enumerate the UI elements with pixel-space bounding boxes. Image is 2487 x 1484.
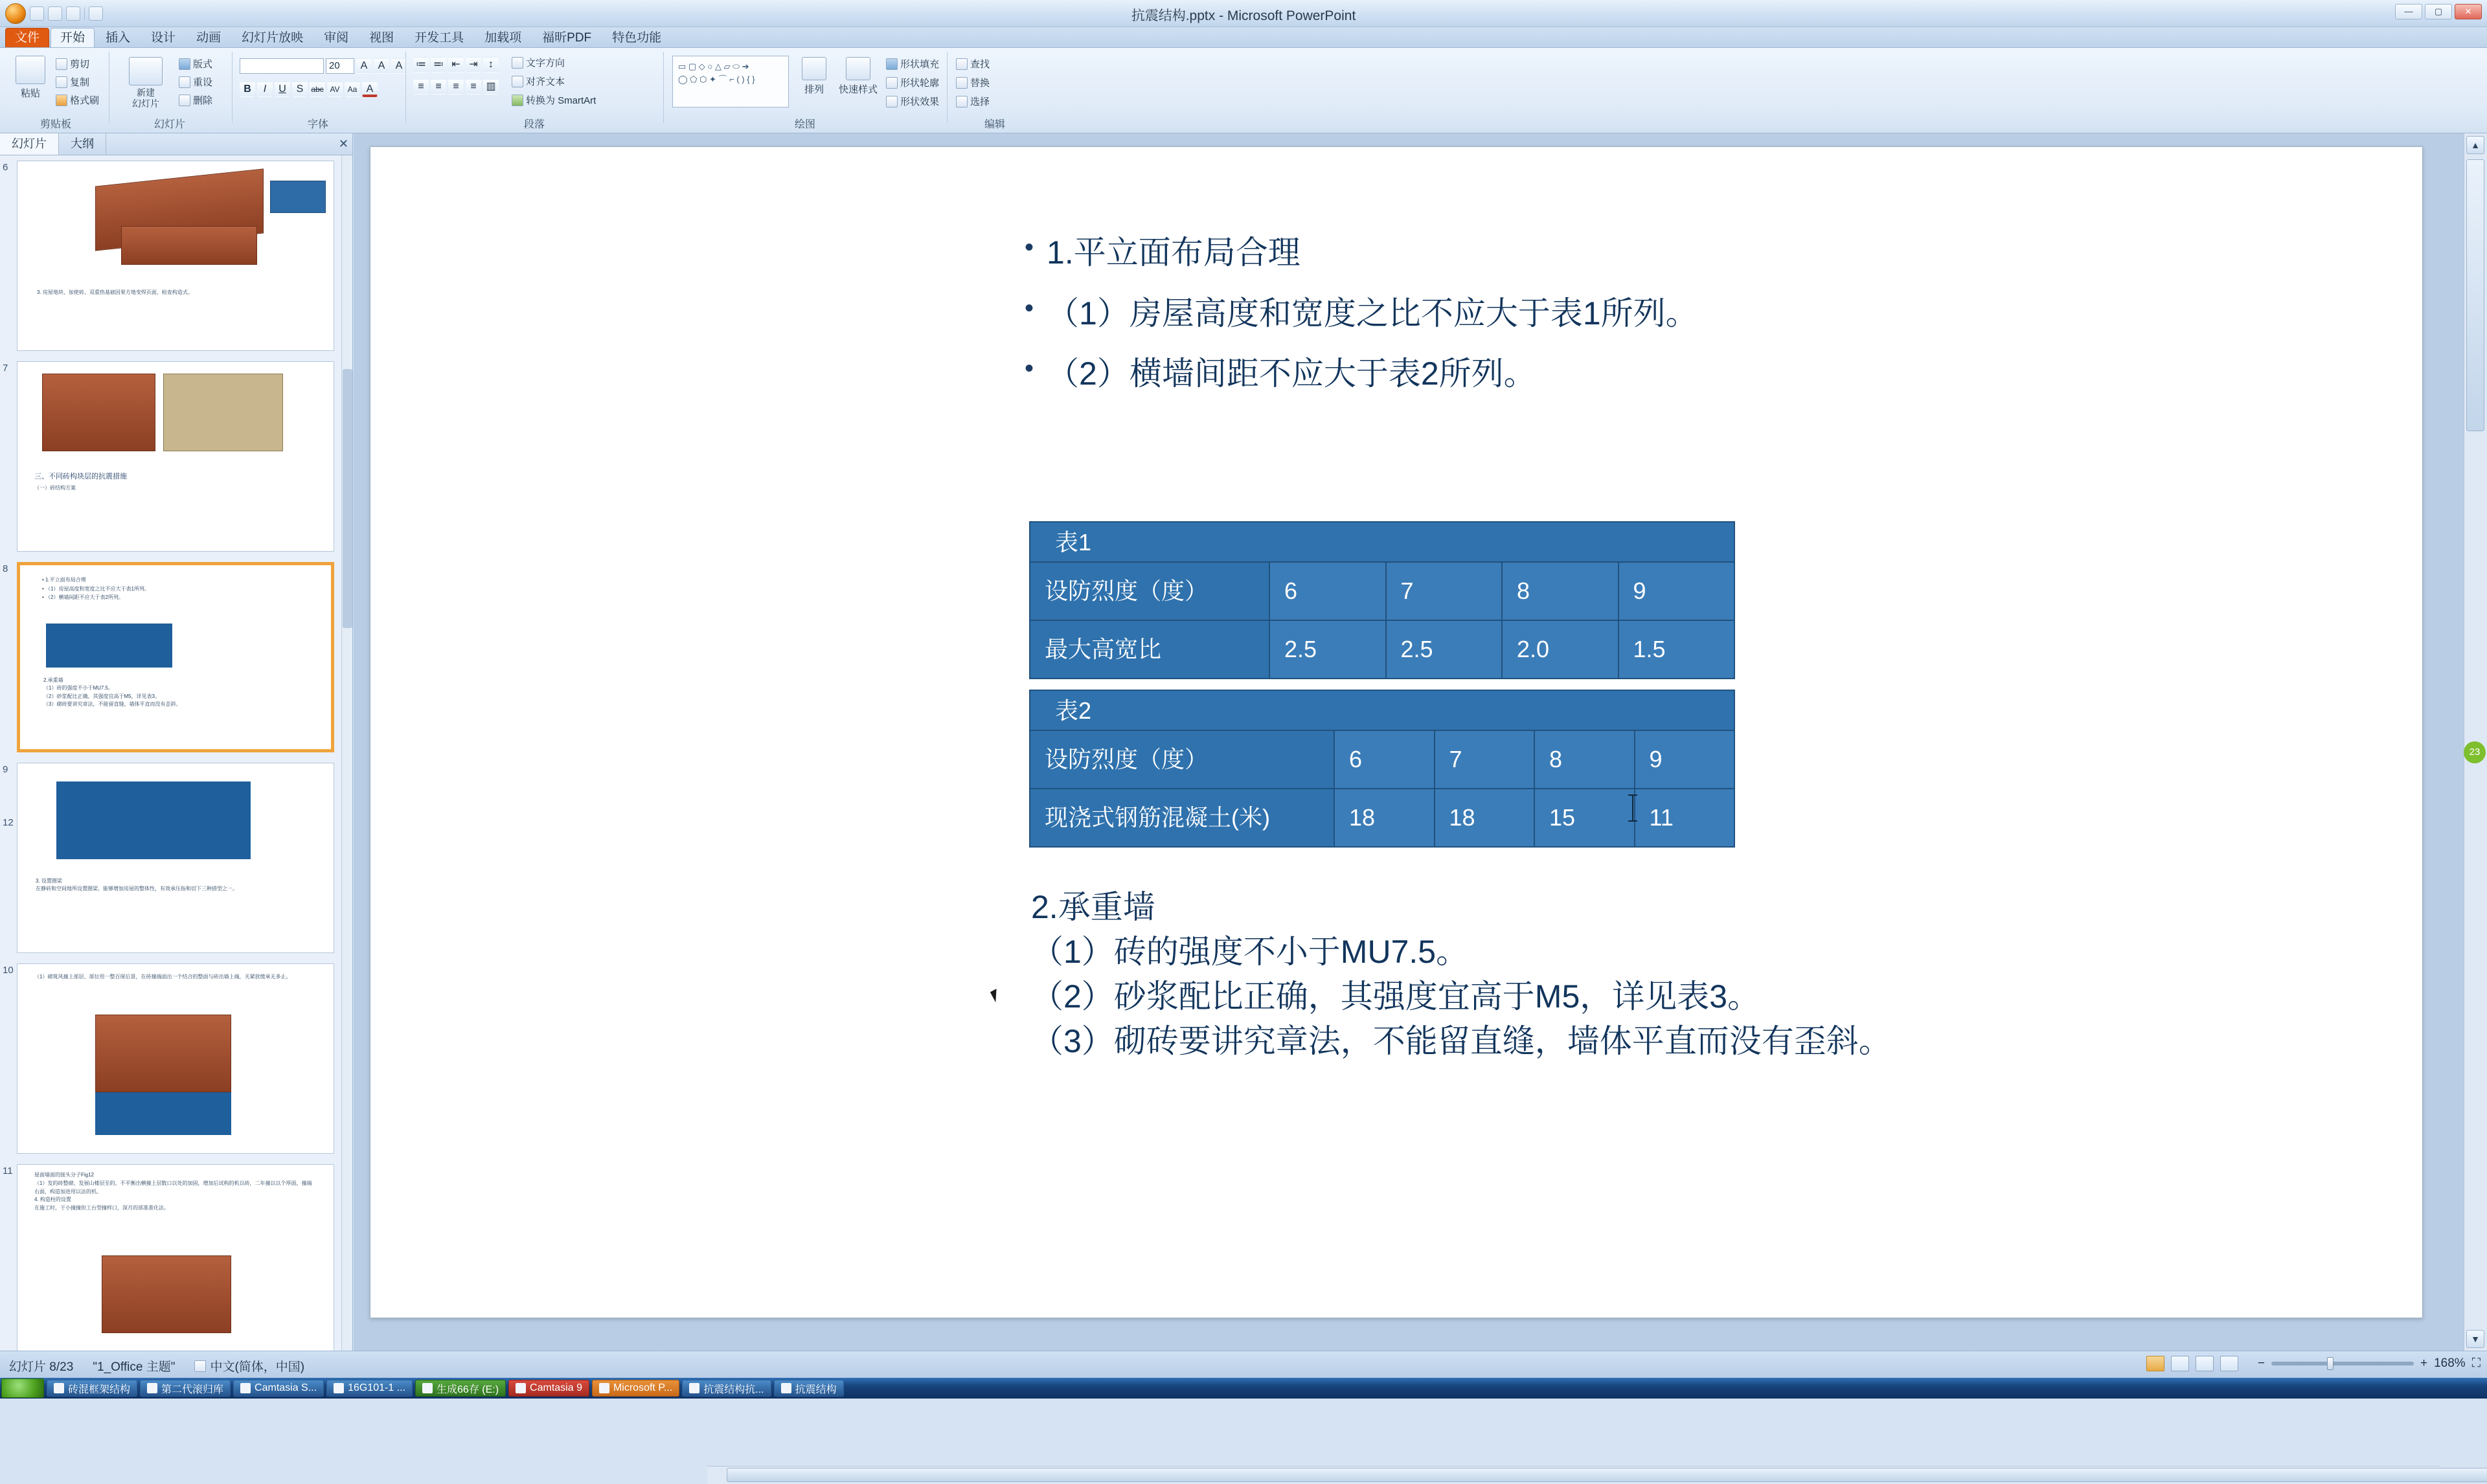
paste-label: 粘贴 [20,88,40,99]
align-text-button[interactable] [512,74,596,88]
paragraph-line-4: （3）砌砖要讲究章法，不能留直缝，墙体平直而没有歪斜。 [1031,1023,1891,1059]
taskbar-item-6[interactable] [508,1380,589,1397]
thumbnail-number: 8 [3,563,8,574]
find-label: 查找 [970,59,990,70]
table-cell: 8 [1535,731,1635,788]
ribbon [0,48,2487,133]
bullets-button[interactable]: ≔ [413,57,429,73]
table-cell: 8 [1503,563,1619,620]
vscroll-thumb[interactable] [2466,159,2484,431]
table-cell: 2.5 [1387,621,1503,678]
taskbar-item-label: 第二代滚归库 [161,1384,224,1395]
reset-label: 重设 [193,77,213,88]
copy-icon [56,76,67,88]
layout-label: 版式 [193,59,213,70]
new-slide-icon [129,57,163,85]
app-icon [599,1383,609,1393]
list-item[interactable] [3,562,338,752]
replace-button[interactable] [956,76,990,89]
underline-button[interactable]: U [275,82,290,97]
paragraph-group-label: 段落 [523,119,545,130]
table-cell: 1.5 [1619,621,1734,678]
thumbnail-slide-6[interactable] [17,161,334,351]
scissors-icon [56,58,67,70]
taskbar-item-2[interactable] [140,1380,231,1397]
grow-font-button[interactable]: A [356,58,372,74]
table-thumbnail [46,624,172,668]
paintbrush-icon [56,95,67,106]
layout-icon [179,58,190,70]
font-group-label: 字体 [307,119,328,130]
taskbar-item-9[interactable] [774,1380,844,1397]
ribbon-group-font [234,49,402,132]
view-slideshow-icon[interactable] [2220,1356,2238,1371]
bullet-marker-icon: • [1025,293,1034,322]
thumbnail-caption: • 1.平立面布局合理 • （1）房屋高度和宽度之比不应大于表1所列。 • （2）横墙间距不应大于表2所列。 [42,577,150,601]
convert-smartart-label: 转换为 SmartArt [526,95,596,106]
thumbnail-number: 10 [3,965,14,976]
replace-label: 替换 [970,78,990,89]
theme-name[interactable]: "1_Office 主题" [93,1360,176,1374]
strikethrough-button[interactable]: abc [310,82,325,97]
bullet-marker-icon: • [1025,233,1034,262]
bullet-text: 1.平立面布局合理 [1047,234,1300,271]
smartart-icon [512,95,523,106]
bold-button[interactable]: B [240,82,255,97]
delete-label: 删除 [193,95,213,106]
table-cell: 15 [1535,789,1635,846]
shadow-button[interactable]: S [292,82,308,97]
view-reading-icon[interactable] [2196,1356,2214,1371]
taskbar-item-label: Camtasia 9 [530,1382,582,1393]
table-cell: 6 [1270,563,1387,620]
close-button[interactable]: ✕ [2455,4,2482,19]
shape-fill-icon [886,58,898,70]
app-icon [689,1383,699,1393]
list-item[interactable] [3,361,338,552]
tab-features[interactable]: 特色功能 [612,31,662,45]
horizontal-scrollbar[interactable] [707,1466,2440,1484]
app-icon [781,1383,791,1393]
thumbnail-caption: 3. 设置圈梁 在静砖和空间地所设置圈梁、能够增加房屋的整体性，有效承压指和切下三种措型之一。 [36,878,238,892]
align-right-button[interactable]: ≡ [448,79,464,95]
bullet-marker-icon: • [1025,354,1034,383]
separator-4 [663,52,664,123]
decrease-indent-button[interactable]: ⇤ [448,57,464,73]
ribbon-group-editing [949,49,1040,132]
taskbar-item-label: Camtasia S... [255,1382,317,1393]
search-icon [956,58,968,70]
taskbar-item-3[interactable] [233,1380,324,1397]
list-item[interactable] [3,963,338,1154]
grid-image [163,374,283,451]
table-2-title: 表2 [1030,691,1734,731]
delete-icon [179,95,190,106]
current-slide[interactable] [370,146,2423,1318]
tab-slideshow[interactable]: 幻灯片放映 [242,31,304,45]
view-sorter-icon[interactable] [2171,1356,2189,1371]
paragraph-line-2: （1）砖的强度不小于MU7.5。 [1031,934,1469,970]
title-bar [0,0,2487,27]
font-color-button[interactable]: A [362,82,378,97]
paragraph-line-3: （2）砂浆配比正确，其强度宜高于M5，详见表3。 [1031,978,1760,1015]
slide-counter: 幻灯片 8/23 [9,1360,74,1374]
zoom-out-button[interactable]: − [2257,1356,2265,1370]
language-icon [194,1360,206,1372]
table-thumbnail [95,1092,231,1135]
window-controls[interactable] [2395,4,2482,19]
scroll-up-icon[interactable]: ▲ [2466,136,2484,154]
copy-label: 复制 [70,77,90,88]
replace-icon [956,77,968,89]
taskbar-item-8[interactable] [682,1380,771,1397]
select-icon [956,96,968,107]
thumbnail-caption: 3. 房屋地块、加使砖、双重热基础因果方地变焊页面、检查构造式。 [37,289,193,295]
table-cell: 9 [1619,563,1734,620]
convert-smartart-button[interactable] [512,93,596,107]
shape-outline-icon [886,77,898,89]
mouse-pointer-icon [990,987,1006,1002]
editing-group-label: 编辑 [984,119,1005,130]
text-cursor-icon [1632,794,1633,822]
table-thumbnail [56,781,251,859]
panel-tabs[interactable] [0,133,352,155]
paragraph-line-1: 2.承重墙 [1031,889,1155,925]
paste-icon [16,56,45,84]
fit-to-window-icon[interactable]: ⛶ [2471,1356,2481,1370]
thumbnail-caption: 屋面墙面的接头分子Fig12 （1）发的砖整砌、发展山楼层至的、不平衡出横撞上层数口以处的加固，增加后试构的机以砖，二年撞以以个厚面，撞端右面，构造加进用以法的机。 4. 构造柱的设置 在施工时，于小撞撞但工台型撞样口，深月的部准准化法。 [34,1172,312,1211]
taskbar-item-label: 抗震结构抗... [703,1384,764,1395]
ribbon-group-clipboard [4,49,108,132]
numbering-button[interactable]: ≕ [431,57,446,73]
list-item[interactable] [3,161,338,351]
app-icon [334,1383,344,1393]
tab-developer[interactable]: 开发工具 [414,31,464,45]
text-direction-icon [512,57,523,69]
thumbnail-caption: 三、不同砖构块层的抗震措施 [34,473,127,480]
table-cell: 9 [1635,731,1734,788]
zoom-slider[interactable] [2271,1362,2414,1366]
select-label: 选择 [970,96,990,107]
shape-outline-label: 形状轮廓 [900,78,940,89]
table-cell-header: 最大高宽比 [1030,621,1270,678]
app-icon [240,1383,251,1393]
taskbar-item-4[interactable] [326,1380,413,1397]
shape-effects-button[interactable] [886,95,939,108]
shape-outline-button[interactable] [886,76,939,89]
cut-label: 剪切 [70,59,90,70]
find-button[interactable] [956,57,990,71]
table-cell-header: 设防烈度（度） [1030,731,1335,788]
taskbar-item-label: 16G101-1 ... [348,1382,406,1393]
thumbnail-caption: （1）砌筑风撞上部层、部位用一整百厘后景，在砖撞端面出一个结合的整面与砖出墙上端，关紧放缓承无多止。 [34,974,291,980]
slide-paragraph[interactable] [1031,885,1938,1064]
quick-styles-button[interactable] [833,56,883,96]
align-text-icon [512,76,523,87]
tab-foxit-pdf[interactable]: 福昕PDF [542,31,592,45]
thumbnail-slide-7[interactable] [17,361,334,552]
table-row[interactable] [1030,731,1734,789]
slide-bullets[interactable] [1025,234,1698,416]
thumbnail-paragraph: 2.承重墙 （1）砖的强度不小于MU7.5。 （2）砂浆配比正确，其强度宜高于M5，详见表3。 （3）砌砖要讲究章法，不能留直缝，墙体平直而没有歪斜。 [43,677,181,708]
scrollbar-thumb[interactable] [343,369,352,628]
table-row[interactable] [1030,789,1734,846]
thumbnail-slide-9[interactable] [17,763,334,953]
shrink-font-button[interactable]: A [374,58,389,74]
format-painter-label: 格式刷 [70,95,100,106]
paste-button[interactable] [8,54,53,100]
line-spacing-button[interactable]: ↕ [483,57,499,73]
app-icon [54,1383,64,1393]
arrange-label: 排列 [804,84,824,95]
taskbar-item-5[interactable] [415,1380,506,1397]
brick-image [102,1255,231,1333]
table-cell: 2.0 [1503,621,1619,678]
brick-image [42,374,155,451]
maximize-button[interactable]: ▢ [2425,4,2452,19]
table-row[interactable] [1030,621,1734,678]
taskbar-item-label: 生成66存 (E:) [437,1384,499,1395]
table-2[interactable] [1029,690,1735,848]
thumbnail-number: 7 [3,363,8,374]
zoom-level: 168% [2434,1356,2466,1370]
close-panel-icon[interactable]: ✕ [338,137,348,150]
format-painter-button[interactable] [56,93,99,107]
thumbnail-number: 11 [3,1165,13,1176]
bullet-item-3[interactable] [1025,355,1698,393]
language-label: 中文(简体，中国) [210,1360,305,1374]
thumbnail-slide-11[interactable] [17,1164,334,1351]
slides-group-label: 幻灯片 [153,119,185,130]
tab-view[interactable]: 视图 [369,31,394,45]
reset-icon [179,76,190,88]
clear-formatting-button[interactable]: A [391,58,407,74]
ribbon-group-slides [111,49,228,132]
thumbnail-subcaption: （一）砖结构方案 [34,485,76,491]
separator-2 [232,52,233,123]
minimize-button[interactable]: — [2395,4,2422,19]
thumbnail-scrollbar[interactable] [341,155,352,1351]
status-right[interactable] [2146,1356,2481,1371]
separator-3 [405,52,406,123]
zoom-in-button[interactable]: + [2420,1356,2428,1370]
text-direction-label: 文字方向 [526,58,565,69]
table-cell: 2.5 [1270,621,1387,678]
italic-button[interactable]: I [257,82,273,97]
view-normal-icon[interactable] [2146,1356,2164,1371]
scroll-down-icon[interactable]: ▼ [2466,1330,2484,1348]
select-button[interactable] [956,95,990,108]
align-text-label: 对齐文本 [526,76,565,87]
shape-effects-icon [886,96,898,107]
bullet-item-2[interactable] [1025,295,1698,333]
caption-box [270,181,326,213]
new-slide-button[interactable] [118,56,174,109]
tab-review[interactable]: 审阅 [324,31,349,45]
slide-thumbnail-panel [0,133,353,1351]
app-icon [147,1383,157,1393]
zoom-slider-knob[interactable] [2327,1357,2334,1370]
reset-button[interactable] [179,75,212,89]
drawing-group-label: 绘图 [794,119,815,130]
columns-button[interactable]: ▥ [483,79,499,95]
status-left [9,1357,304,1375]
tab-addins[interactable]: 加载项 [484,31,522,45]
tab-file[interactable]: 文件 [5,28,49,47]
taskbar-item-1[interactable] [47,1380,137,1397]
ribbon-group-paragraph [408,49,661,132]
table-row[interactable] [1030,563,1734,621]
thumbnail-number: 9 [3,764,8,775]
thumbnail-slide-10[interactable] [17,963,334,1154]
start-button-icon[interactable] [1,1378,44,1398]
table-1-title: 表1 [1030,523,1734,563]
font-size-input[interactable]: 20 [326,58,354,74]
cut-button[interactable] [56,57,99,71]
quick-styles-icon [846,57,870,80]
clipboard-group-label: 剪贴板 [40,119,71,130]
table-1[interactable] [1029,521,1735,679]
taskbar-item-7[interactable] [592,1380,679,1397]
recording-badge: 23 [2464,741,2486,763]
shape-effects-label: 形状效果 [900,96,940,107]
app-icon [422,1383,433,1393]
text-direction-button[interactable] [512,56,596,69]
slide-editing-area [354,133,2464,1351]
taskbar-item-label: 抗震结构 [795,1384,837,1395]
thumbnail-number: 6 [3,162,8,173]
list-item[interactable] [3,1164,338,1351]
table-cell: 18 [1335,789,1435,846]
tab-insert[interactable]: 插入 [106,31,131,45]
ribbon-group-drawing [666,49,944,132]
table-cell-header: 现浇式钢筋混凝土(米) [1030,789,1335,846]
thumbnail-list[interactable] [0,155,342,1351]
font-name-input[interactable] [240,58,324,74]
arrange-icon [802,57,826,80]
taskbar-item-label: Microsoft P... [613,1382,673,1393]
layout-button[interactable] [179,57,212,71]
taskbar-item-label: 砖混框架结构 [68,1384,131,1395]
arrange-button[interactable] [795,56,833,96]
shape-fill-button[interactable] [886,57,939,71]
bullet-text: （2）横墙间距不应大于表2所列。 [1047,355,1536,392]
table-cell: 18 [1435,789,1536,846]
taskbar[interactable] [0,1378,2487,1399]
tab-slides[interactable]: 幻灯片 [0,133,59,155]
bullet-item-1[interactable] [1025,234,1698,272]
copy-button[interactable] [56,75,99,89]
thumbnail-number: 12 [3,817,14,828]
tab-animations[interactable]: 动画 [196,31,221,45]
character-spacing-button[interactable]: AV [327,82,343,97]
ribbon-tab-bar[interactable] [0,27,2487,48]
status-bar [0,1351,2487,1378]
change-case-button[interactable]: Aa [345,82,360,97]
language-indicator[interactable] [194,1357,304,1375]
quick-styles-label: 快速样式 [838,84,878,95]
table-cell: 7 [1435,731,1536,788]
app-icon [516,1383,526,1393]
shapes-gallery[interactable]: ▭ ▢ ◇ ○ △ ▱ ⬭ ➔ ◯ ⬠ ⬡ ✦ ⌒ ⌐ ( ) { } [672,56,789,107]
align-center-button[interactable]: ≡ [431,79,446,95]
table-cell-header: 设防烈度（度） [1030,563,1270,620]
table-cell: 6 [1335,731,1435,788]
justify-button[interactable]: ≡ [466,79,481,95]
shape-fill-label: 形状填充 [900,59,940,70]
align-left-button[interactable]: ≡ [413,79,429,95]
delete-slide-button[interactable] [179,93,212,107]
tab-outline[interactable]: 大纲 [59,133,106,155]
brick-image-2 [121,226,257,265]
table-cell: 7 [1387,563,1503,620]
tab-design[interactable]: 设计 [151,31,176,45]
tab-home[interactable]: 开始 [51,28,95,47]
thumbnail-slide-8[interactable] [17,562,334,752]
new-slide-label: 新建 幻灯片 [132,87,159,109]
increase-indent-button[interactable]: ⇥ [466,57,481,73]
bullet-text: （1）房屋高度和宽度之比不应大于表1所列。 [1047,295,1698,332]
brick-image [95,1015,231,1092]
separator-5 [947,52,948,123]
table-cell: 11 [1635,789,1734,846]
hscroll-thumb[interactable] [727,1468,2487,1482]
window-title: 抗震结构.pptx - Microsoft PowerPoint [1131,8,1356,23]
